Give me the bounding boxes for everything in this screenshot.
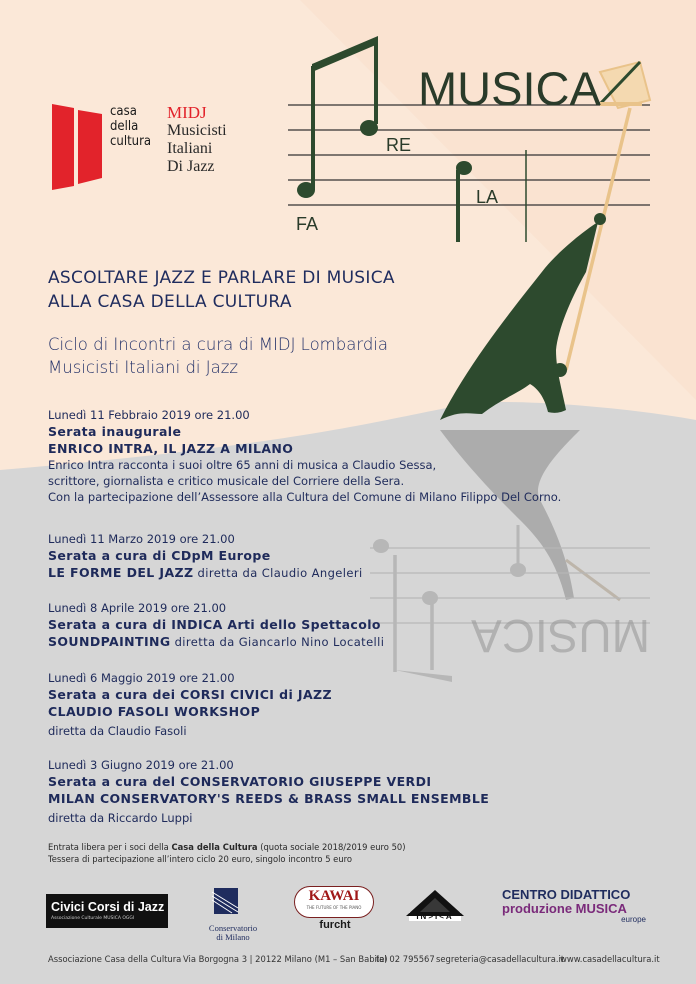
event-description: Enrico Intra racconta i suoi oltre 65 anni di musica a Claudio Sessa, bbox=[48, 458, 437, 472]
event-description: scrittore, giornalista e critico musicale del Corriere della Sera. bbox=[48, 474, 405, 488]
event-heading: Serata a cura di CDpM Europe bbox=[48, 548, 271, 563]
event-director: diretta da Claudio Fasoli bbox=[48, 724, 187, 738]
midj-line-1: Musicisti bbox=[167, 122, 227, 139]
event-date: Lunedì 11 Marzo 2019 ore 21.00 bbox=[48, 532, 235, 546]
event-1 bbox=[48, 408, 561, 505]
note-la bbox=[456, 161, 472, 175]
event-title: SOUNDPAINTING bbox=[48, 634, 171, 649]
footer-website[interactable]: www.casadellacultura.it bbox=[560, 954, 660, 964]
title-line-1: ASCOLTARE JAZZ E PARLARE DI MUSICA bbox=[48, 268, 395, 288]
poster-subtitle bbox=[48, 333, 388, 379]
footer-phone: tel 02 795567 bbox=[376, 954, 435, 964]
subtitle-line-2: Musicisti Italiani di Jazz bbox=[48, 358, 239, 377]
event-3 bbox=[48, 601, 384, 651]
event-director: diretta da Giancarlo Nino Locatelli bbox=[170, 635, 385, 649]
entry-price: (quota sociale 2018/2019 euro 50) bbox=[257, 842, 406, 852]
midj-line-2: Italiani bbox=[167, 140, 213, 157]
event-4 bbox=[48, 671, 332, 739]
musica-reflection: MUSICA bbox=[471, 610, 650, 662]
conductor-figure bbox=[440, 222, 598, 420]
indica-logo bbox=[402, 888, 468, 932]
title-line-2: ALLA CASA DELLA CULTURA bbox=[48, 292, 292, 312]
civici-logo-text: Civici Corsi di Jazz bbox=[51, 900, 165, 914]
event-director: diretta da Claudio Angeleri bbox=[193, 566, 363, 580]
kawai-text: KAWAI bbox=[308, 888, 360, 904]
event-heading: Serata a cura dei CORSI CIVICI di JAZZ bbox=[48, 687, 332, 702]
event-date: Lunedì 3 Giugno 2019 ore 21.00 bbox=[48, 758, 234, 772]
event-heading: Serata inaugurale bbox=[48, 424, 182, 439]
event-heading: Serata a cura di INDICA Arti dello Spettacolo bbox=[48, 617, 381, 632]
midj-line-3: Di Jazz bbox=[167, 158, 215, 175]
event-title: MILAN CONSERVATORY'S REEDS & BRASS SMALL ENSEMBLE bbox=[48, 791, 490, 806]
cdpm-logo bbox=[502, 888, 652, 934]
event-date: Lunedì 8 Aprile 2019 ore 21.00 bbox=[48, 601, 227, 615]
event-2 bbox=[48, 532, 363, 582]
conservatorio-text: Conservatorio bbox=[208, 923, 258, 933]
event-date: Lunedì 6 Maggio 2019 ore 21.00 bbox=[48, 671, 235, 685]
civici-logo-sub: Associazione Culturale MUSICA OGGI bbox=[51, 916, 135, 921]
note-label-la: LA bbox=[476, 187, 499, 207]
conservatorio-icon bbox=[208, 886, 248, 920]
footer-email[interactable]: segreteria@casadellacultura.it bbox=[436, 954, 565, 964]
event-title: ENRICO INTRA, IL JAZZ A MILANO bbox=[48, 441, 294, 456]
conservatorio-milano-logo bbox=[198, 886, 268, 946]
entry-bold: Casa della Cultura bbox=[171, 842, 258, 852]
event-title: CLAUDIO FASOLI WORKSHOP bbox=[48, 704, 261, 719]
card-info: Tessera di partecipazione all’intero ciclo 20 euro, singolo incontro 5 euro bbox=[48, 853, 353, 864]
event-director: diretta da Riccardo Luppi bbox=[48, 811, 193, 825]
kawai-sub: THE FUTURE OF THE PIANO bbox=[306, 905, 362, 910]
entry-text: Entrata libera per i soci della bbox=[48, 842, 172, 852]
footer-address: Via Borgogna 3 | 20122 Milano (M1 – San Babila) bbox=[183, 954, 388, 964]
footer-association: Associazione Casa della Cultura bbox=[48, 954, 182, 964]
indica-text: IN>I<A bbox=[409, 912, 461, 921]
event-heading: Serata a cura del CONSERVATORIO GIUSEPPE VERDI bbox=[48, 774, 432, 789]
subtitle-line-1: Ciclo di Incontri a cura di MIDJ Lombardia bbox=[48, 335, 388, 354]
midj-title: MIDJ bbox=[167, 103, 207, 122]
note-label-re: RE bbox=[386, 135, 412, 155]
poster-title bbox=[48, 266, 395, 314]
casa-della-cultura-text: casa della cultura bbox=[110, 104, 152, 149]
event-date: Lunedì 11 Febbraio 2019 ore 21.00 bbox=[48, 408, 250, 422]
furcht-text: furcht bbox=[319, 919, 351, 931]
conservatorio-text-2: di Milano bbox=[216, 932, 250, 942]
event-5 bbox=[48, 758, 489, 826]
note-fa bbox=[297, 182, 315, 198]
note-label-fa: FA bbox=[296, 214, 319, 234]
musica-heading: MUSICA bbox=[418, 62, 601, 115]
cdpm-text-1: CENTRO DIDATTICO bbox=[502, 887, 631, 902]
music-staff bbox=[288, 105, 650, 205]
event-title: LE FORME DEL JAZZ bbox=[48, 565, 194, 580]
kawai-furcht-logo bbox=[294, 886, 376, 932]
note-re bbox=[360, 120, 378, 136]
cdpm-text-3: europe bbox=[621, 915, 646, 924]
cdpm-text-2: produzione MUSICA bbox=[502, 901, 627, 916]
event-description: Con la partecipazione dell’Assessore alla Cultura del Comune di Milano Filippo Del Corno. bbox=[48, 490, 562, 504]
civici-corsi-jazz-logo bbox=[46, 894, 168, 928]
note-beam bbox=[312, 36, 378, 72]
entry-info bbox=[48, 842, 406, 865]
